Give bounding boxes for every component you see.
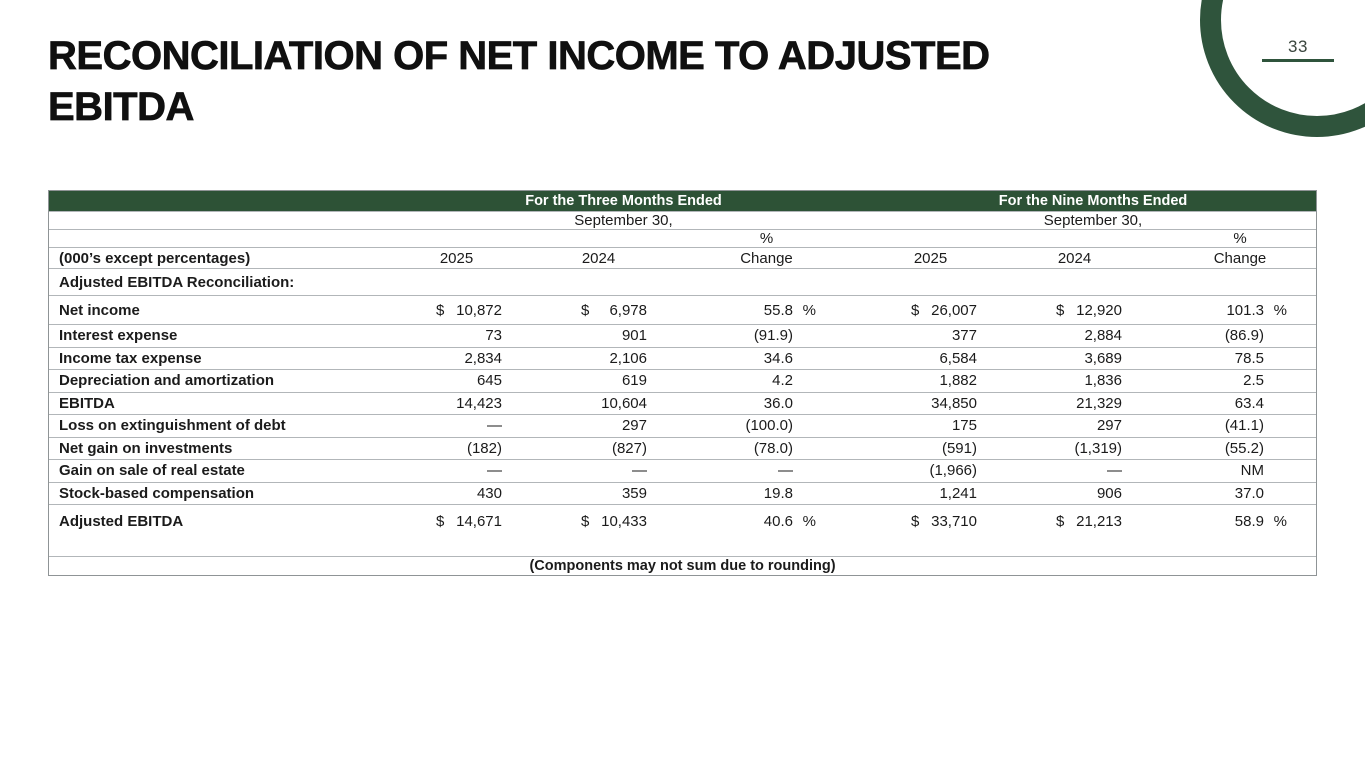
table-body — [49, 296, 1316, 538]
amount-value: 1,836 — [1084, 372, 1122, 390]
percent-header-three-months: % — [759, 230, 774, 247]
dollar-sign: $ — [1056, 513, 1065, 530]
amount-cell — [991, 460, 1136, 482]
amount-value: 619 — [621, 372, 647, 390]
change-cell — [661, 393, 826, 415]
amount-cell — [391, 348, 516, 370]
change-cell — [661, 348, 826, 370]
amount-value: 6,584 — [939, 349, 977, 367]
row-label: Adjusted EBITDA — [59, 513, 184, 530]
row-label: EBITDA — [59, 394, 115, 412]
change-value: 55.8 — [763, 301, 793, 319]
row-label: Income tax expense — [59, 349, 202, 367]
amount-value: (827) — [611, 439, 647, 457]
change-value: (41.1) — [1224, 417, 1264, 435]
section-header: Adjusted EBITDA Reconciliation: — [59, 273, 295, 291]
dollar-sign: $ — [911, 301, 920, 319]
change-cell — [661, 460, 826, 482]
page-number-underline — [1262, 59, 1334, 62]
year-header-2024-three: 2024 — [581, 249, 616, 267]
amount-value: (591) — [941, 439, 977, 457]
spacer-row — [49, 538, 1316, 557]
change-header-three: Change — [740, 249, 793, 267]
change-cell — [661, 415, 826, 437]
amount-cell — [991, 505, 1136, 538]
amount-cell — [516, 296, 661, 324]
amount-cell — [826, 438, 991, 460]
amount-cell — [991, 296, 1136, 324]
dollar-sign: $ — [911, 513, 920, 530]
change-cell — [1136, 483, 1316, 505]
amount-value: — — [1107, 462, 1122, 480]
amount-value: 359 — [621, 484, 647, 502]
dollar-sign: $ — [581, 301, 590, 319]
amount-cell — [826, 483, 991, 505]
amount-value: 10,433 — [601, 513, 647, 530]
amount-cell — [991, 483, 1136, 505]
footnote-row — [49, 557, 1316, 575]
table-row — [49, 505, 1316, 538]
percent-suffix: % — [802, 513, 816, 530]
change-value: 40.6 — [763, 513, 793, 530]
table-row — [49, 438, 1316, 461]
amount-cell — [391, 415, 516, 437]
amount-cell — [516, 460, 661, 482]
amount-value: (1,966) — [929, 462, 977, 480]
change-cell — [1136, 460, 1316, 482]
change-value: 58.9 — [1234, 513, 1264, 530]
amount-value: 297 — [1096, 417, 1122, 435]
amount-cell — [516, 348, 661, 370]
change-cell — [661, 505, 826, 538]
amount-value: 2,834 — [464, 349, 502, 367]
amount-value: — — [632, 462, 647, 480]
table-row — [49, 483, 1316, 506]
change-value: (91.9) — [753, 327, 793, 345]
amount-value: (1,319) — [1074, 439, 1122, 457]
dollar-sign: $ — [436, 513, 445, 530]
slide-title-line1: RECONCILIATION OF NET INCOME TO ADJUSTED — [48, 34, 990, 78]
row-label: Depreciation and amortization — [59, 372, 275, 390]
slide-title-line2: EBITDA — [48, 85, 194, 129]
date-subheader-three-months: September 30, — [574, 212, 673, 229]
percent-header-row — [49, 230, 1316, 248]
percent-suffix: % — [802, 301, 816, 319]
percent-suffix: % — [1273, 301, 1287, 319]
date-subheader-nine-months: September 30, — [1043, 212, 1143, 229]
change-value: 2.5 — [1243, 372, 1264, 390]
change-value: 34.6 — [763, 349, 793, 367]
section-header-row — [49, 269, 1316, 296]
amount-value: 21,329 — [1076, 394, 1122, 412]
change-cell — [1136, 296, 1316, 324]
date-subheader-row — [49, 212, 1316, 230]
amount-value: 901 — [621, 327, 647, 345]
amount-cell — [991, 438, 1136, 460]
amount-value: 26,007 — [931, 301, 977, 319]
amount-cell — [516, 393, 661, 415]
amount-cell — [516, 370, 661, 392]
amount-cell — [991, 325, 1136, 347]
change-cell — [661, 370, 826, 392]
amount-value: — — [487, 462, 502, 480]
amount-value: 12,920 — [1076, 301, 1122, 319]
amount-value: 3,689 — [1084, 349, 1122, 367]
amount-cell — [391, 505, 516, 538]
change-value: (100.0) — [745, 417, 793, 435]
row-label: Gain on sale of real estate — [59, 462, 245, 480]
change-header-nine: Change — [1213, 249, 1267, 267]
column-header-row — [49, 248, 1316, 269]
amount-value: 34,850 — [931, 394, 977, 412]
amount-value: 73 — [485, 327, 502, 345]
table-row — [49, 393, 1316, 416]
amount-cell — [826, 348, 991, 370]
change-cell — [661, 438, 826, 460]
amount-cell — [516, 483, 661, 505]
year-header-2024-nine: 2024 — [1057, 249, 1092, 267]
amount-value: 906 — [1096, 484, 1122, 502]
amount-value: 377 — [951, 327, 977, 345]
amount-cell — [826, 505, 991, 538]
change-value: 36.0 — [763, 394, 793, 412]
amount-value: 14,671 — [456, 513, 502, 530]
change-cell — [661, 483, 826, 505]
amount-value: 2,884 — [1084, 327, 1122, 345]
group-header-nine-months: For the Nine Months Ended — [998, 193, 1188, 209]
change-value: 37.0 — [1234, 484, 1264, 502]
change-value: 19.8 — [763, 484, 793, 502]
amount-cell — [826, 393, 991, 415]
amount-cell — [516, 415, 661, 437]
amount-cell — [991, 393, 1136, 415]
amount-cell — [516, 325, 661, 347]
amount-cell — [391, 483, 516, 505]
change-cell — [1136, 438, 1316, 460]
amount-cell — [391, 460, 516, 482]
change-cell — [661, 325, 826, 347]
change-cell — [1136, 325, 1316, 347]
amount-value: 2,106 — [609, 349, 647, 367]
amount-value: 10,604 — [601, 394, 647, 412]
change-cell — [1136, 415, 1316, 437]
amount-value: 1,241 — [939, 484, 977, 502]
row-label: Interest expense — [59, 327, 178, 345]
amount-value: 175 — [951, 417, 977, 435]
amount-cell — [991, 348, 1136, 370]
amount-cell — [516, 438, 661, 460]
footnote: (Components may not sum due to rounding) — [529, 558, 836, 574]
change-value: 63.4 — [1234, 394, 1264, 412]
change-value: 101.3 — [1226, 301, 1264, 319]
dollar-sign: $ — [581, 513, 590, 530]
decorative-ring-icon — [1145, 0, 1365, 160]
year-header-2025-three: 2025 — [439, 249, 474, 267]
slide-title — [48, 31, 1148, 133]
amount-cell — [826, 296, 991, 324]
table-row — [49, 460, 1316, 483]
amount-cell — [391, 370, 516, 392]
table-row — [49, 370, 1316, 393]
amount-value: 297 — [621, 417, 647, 435]
change-value: (55.2) — [1224, 439, 1264, 457]
amount-value: 645 — [476, 372, 502, 390]
table-row — [49, 296, 1316, 325]
amount-cell — [516, 505, 661, 538]
dollar-sign: $ — [1056, 301, 1065, 319]
amount-value: 1,882 — [939, 372, 977, 390]
row-label: Net income — [59, 301, 140, 319]
table-row — [49, 325, 1316, 348]
change-cell — [661, 296, 826, 324]
change-cell — [1136, 393, 1316, 415]
amount-cell — [391, 438, 516, 460]
amount-value: 14,423 — [456, 394, 502, 412]
amount-cell — [826, 460, 991, 482]
change-value: 4.2 — [772, 372, 793, 390]
amount-value: 33,710 — [931, 513, 977, 530]
page-number: 33 — [1288, 37, 1308, 56]
dollar-sign: $ — [436, 301, 445, 319]
amount-cell — [391, 296, 516, 324]
table-row — [49, 348, 1316, 371]
row-label: Stock-based compensation — [59, 484, 255, 502]
amount-value: 430 — [476, 484, 502, 502]
change-value: NM — [1240, 462, 1264, 480]
row-label: Net gain on investments — [59, 439, 233, 457]
amount-cell — [991, 370, 1136, 392]
amount-cell — [826, 415, 991, 437]
table-row — [49, 415, 1316, 438]
amount-value: (182) — [466, 439, 502, 457]
reconciliation-table — [48, 190, 1317, 576]
amount-value: 21,213 — [1076, 513, 1122, 530]
amount-value: 6,978 — [609, 301, 647, 319]
change-cell — [1136, 348, 1316, 370]
year-header-2025-nine: 2025 — [913, 249, 948, 267]
group-header-row — [49, 191, 1316, 212]
amount-cell — [826, 370, 991, 392]
change-value: (78.0) — [753, 439, 793, 457]
change-cell — [1136, 505, 1316, 538]
change-cell — [1136, 370, 1316, 392]
units-label: (000’s except percentages) — [59, 249, 251, 267]
amount-cell — [391, 325, 516, 347]
amount-cell — [826, 325, 991, 347]
percent-header-nine-months: % — [1233, 230, 1247, 247]
row-label: Loss on extinguishment of debt — [59, 417, 286, 435]
change-value: 78.5 — [1234, 349, 1264, 367]
amount-cell — [991, 415, 1136, 437]
change-value: (86.9) — [1224, 327, 1264, 345]
amount-value: — — [487, 417, 502, 435]
amount-value: 10,872 — [456, 301, 502, 319]
percent-suffix: % — [1273, 513, 1287, 530]
change-value: — — [778, 462, 793, 480]
amount-cell — [391, 393, 516, 415]
group-header-three-months: For the Three Months Ended — [525, 193, 722, 209]
